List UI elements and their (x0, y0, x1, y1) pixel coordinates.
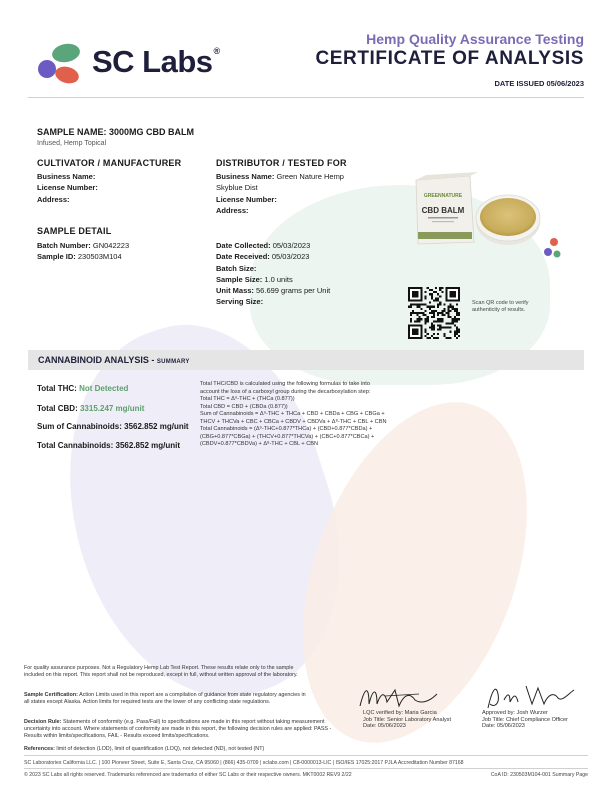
date-issued: DATE ISSUED 05/06/2023 (494, 79, 584, 88)
sample-name: SAMPLE NAME: 3000MG CBD BALM (37, 127, 195, 137)
logo-dots-icon (543, 237, 563, 259)
cultivator-details: Business Name: License Number: Address: (37, 172, 98, 204)
total-thc: Total THC: Not Detected (37, 384, 129, 393)
lab-address-line: SC Laboratories California LLC. | 100 Pioneer Street, Suite E, Santa Cruz, CA 95060 | (866) 435-0709 | sclabs.com | C8-0000013-LIC | ISO/IES 17025:2017 PJLA Accreditation Number 87168 (24, 760, 464, 766)
header-divider (28, 97, 584, 98)
sample-type: Infused, Hemp Topical (37, 140, 107, 147)
product-name: CBD BALM (421, 206, 465, 215)
footer-divider-2 (24, 768, 588, 769)
report-subtitle: Hemp Quality Assurance Testing (366, 31, 584, 47)
signature-block-left: LQC verified by: Maria Garcia Job Title: Senior Laboratory Analyst Date: 05/06/2023 (363, 710, 451, 730)
sample-detail-heading: SAMPLE DETAIL (37, 226, 112, 236)
sum-of-cannabinoids: Sum of Cannabinoids: 3562.852 mg/unit (37, 422, 189, 431)
qa-note: For quality assurance purposes. Not a Regulatory Hemp Lab Test Report. These results relate only to the sample included on this report. This report shall not be reproduced, except in full, without written approval of the laboratory. (24, 665, 298, 679)
signature-block-right: Approved by: Josh Wurzer Job Title: Chief Compliance Officer Date: 05/06/2023 (482, 710, 569, 730)
brand-name: SC Labs® (92, 44, 220, 79)
cultivator-heading: CULTIVATOR / MANUFACTURER (37, 158, 182, 168)
references: References: limit of detection (LOD), limit of quantification (LOQ), not detected (ND), not tested (NT) (24, 746, 265, 752)
distributor-details: Business Name: Green Nature Hemp Skyblue Dist License Number: Address: (216, 172, 344, 215)
sample-certification: Sample Certification: Action Limits used in this report are a compilation of guidance from state regulatory agencies in all states except Alaska. Action limits for required tests are the lower of any conflicting state regulations. (24, 692, 306, 706)
product-image (412, 166, 542, 246)
footer-divider (24, 755, 588, 756)
collection-fields: Date Collected: 05/03/2023 Date Received: 05/03/2023 Batch Size: Sample Size: 1.0 units Unit Mass: 56.699 grams per Unit Serving Size: (216, 241, 331, 307)
copyright-line: © 2023 SC Labs all rights reserved. Trademarks referenced are trademarks of either SC Labs or their respective owners. MKT0002 REV9 2/22 (24, 772, 352, 778)
product-brand: GREENNATURE (423, 193, 463, 199)
distributor-heading: DISTRIBUTOR / TESTED FOR (216, 158, 347, 168)
cannabinoid-section-title: CANNABINOID ANALYSIS - SUMMARY (38, 355, 190, 365)
sample-detail-fields: Batch Number: GN042223 Sample ID: 230503M104 (37, 241, 130, 262)
coa-id: CoA ID: 230503M104-001 Summary Page (490, 772, 588, 778)
qr-caption: Scan QR code to verify authenticity of results. (472, 300, 529, 313)
report-title: CERTIFICATE OF ANALYSIS (315, 48, 584, 69)
sc-labs-logo-icon (36, 42, 86, 86)
total-cbd: Total CBD: 3315.247 mg/unit (37, 404, 145, 413)
calculation-formulas: Total THC/CBD is calculated using the following formulas to take into account the loss of a carboxyl group during the decarboxylation step: Total THC = Δ⁹-THC + (THCa (0.877)) Total CBD = CBD + (CBDa (0.877)) Sum of Cannabinoids = Δ⁹-THC + THCa + CBD + CBDa + CBG + CBGa + THCV + THCVa + CBC + CBCa + CBDV + CBDVa + Δ⁸-THC + CBL + CBN Total Cannabinoids = (Δ⁹-THC+0.877*THCa) + (CBD+0.877*CBDa) + (CBG+0.877*CBGa) + (THCV+0.877*THCVa) + (CBC+0.877*CBCa) + (CBDV+0.877*CBDVa) + Δ⁸-THC + CBL + CBN (200, 381, 387, 447)
qr-code-icon[interactable] (408, 287, 460, 339)
signature-maria-garcia-icon (355, 682, 450, 712)
decision-rule: Decision Rule: Statements of conformity (e.g. Pass/Fail) to specifications are made in this report without taking measurement uncertainty into account. Where statements of conformity are made in this report, the following decision rules are applied: PASS - Results within limits/specifications, FAIL - Results exceed limits/specifications. (24, 719, 332, 740)
total-cannabinoids: Total Cannabinoids: 3562.852 mg/unit (37, 441, 181, 450)
signature-josh-wurzer-icon (480, 680, 580, 712)
